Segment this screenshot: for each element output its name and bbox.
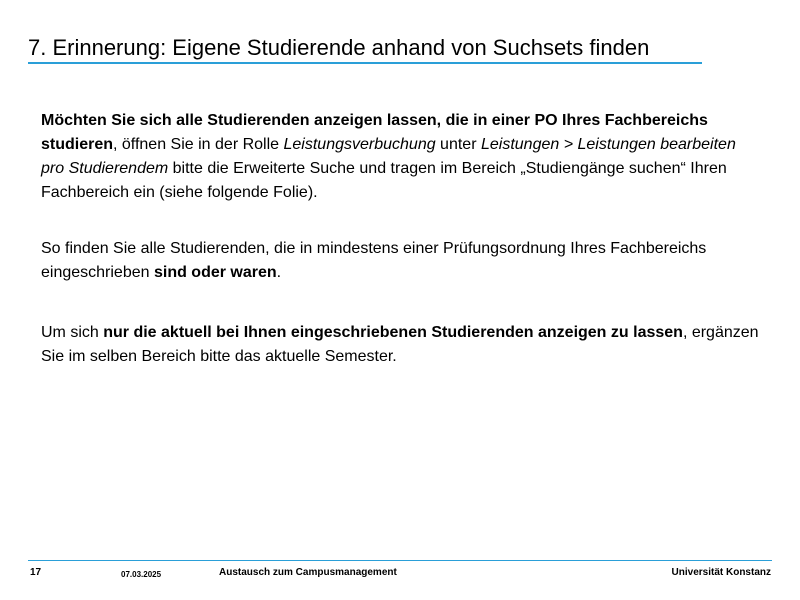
p1-role-name: Leistungsverbuchung — [283, 136, 436, 153]
paragraph-3 — [41, 321, 761, 369]
p3-bold: nur die aktuell bei Ihnen eingeschriebenen Studierenden anzeigen zu lassen — [103, 324, 683, 341]
p1-text-2: unter — [435, 136, 481, 153]
p1-menu-path: Leistungen > Leistungen bearbeiten pro Studierendem — [41, 136, 736, 177]
p3-text-2: , ergänzen Sie im selben Bereich bitte das aktuelle Semester. — [41, 324, 759, 365]
p3-text-1: Um sich — [41, 324, 104, 341]
page-number: 17 — [30, 567, 42, 578]
slide-title: 7. Erinnerung: Eigene Studierende anhand von Suchsets finden — [28, 35, 650, 60]
paragraph-1 — [41, 109, 761, 205]
footer-institution: Universität Konstanz — [671, 567, 771, 578]
p2-text-2: . — [276, 264, 282, 281]
p1-text-1: , öffnen Sie in der Rolle — [113, 136, 284, 153]
title-underline — [28, 62, 702, 64]
footer-divider — [28, 560, 772, 561]
paragraph-2 — [41, 237, 761, 285]
p2-text-1: So finden Sie alle Studierenden, die in mindestens einer Prüfungsordnung Ihres Fachbereichs eingeschrieben — [41, 240, 707, 281]
p2-bold: sind oder waren — [153, 264, 277, 281]
footer-date: 07.03.2025 — [121, 570, 162, 579]
p1-text-3: bitte die Erweiterte Suche und tragen im Bereich „Studiengänge suchen“ Ihren Fachbereich ein (siehe folgende Folie). — [41, 160, 727, 201]
p1-bold-lead: Möchten Sie sich alle Studierenden anzeigen lassen, die in einer PO Ihres Fachbereichs studieren — [41, 112, 708, 153]
footer-event-title: Austausch zum Campusmanagement — [219, 567, 397, 578]
